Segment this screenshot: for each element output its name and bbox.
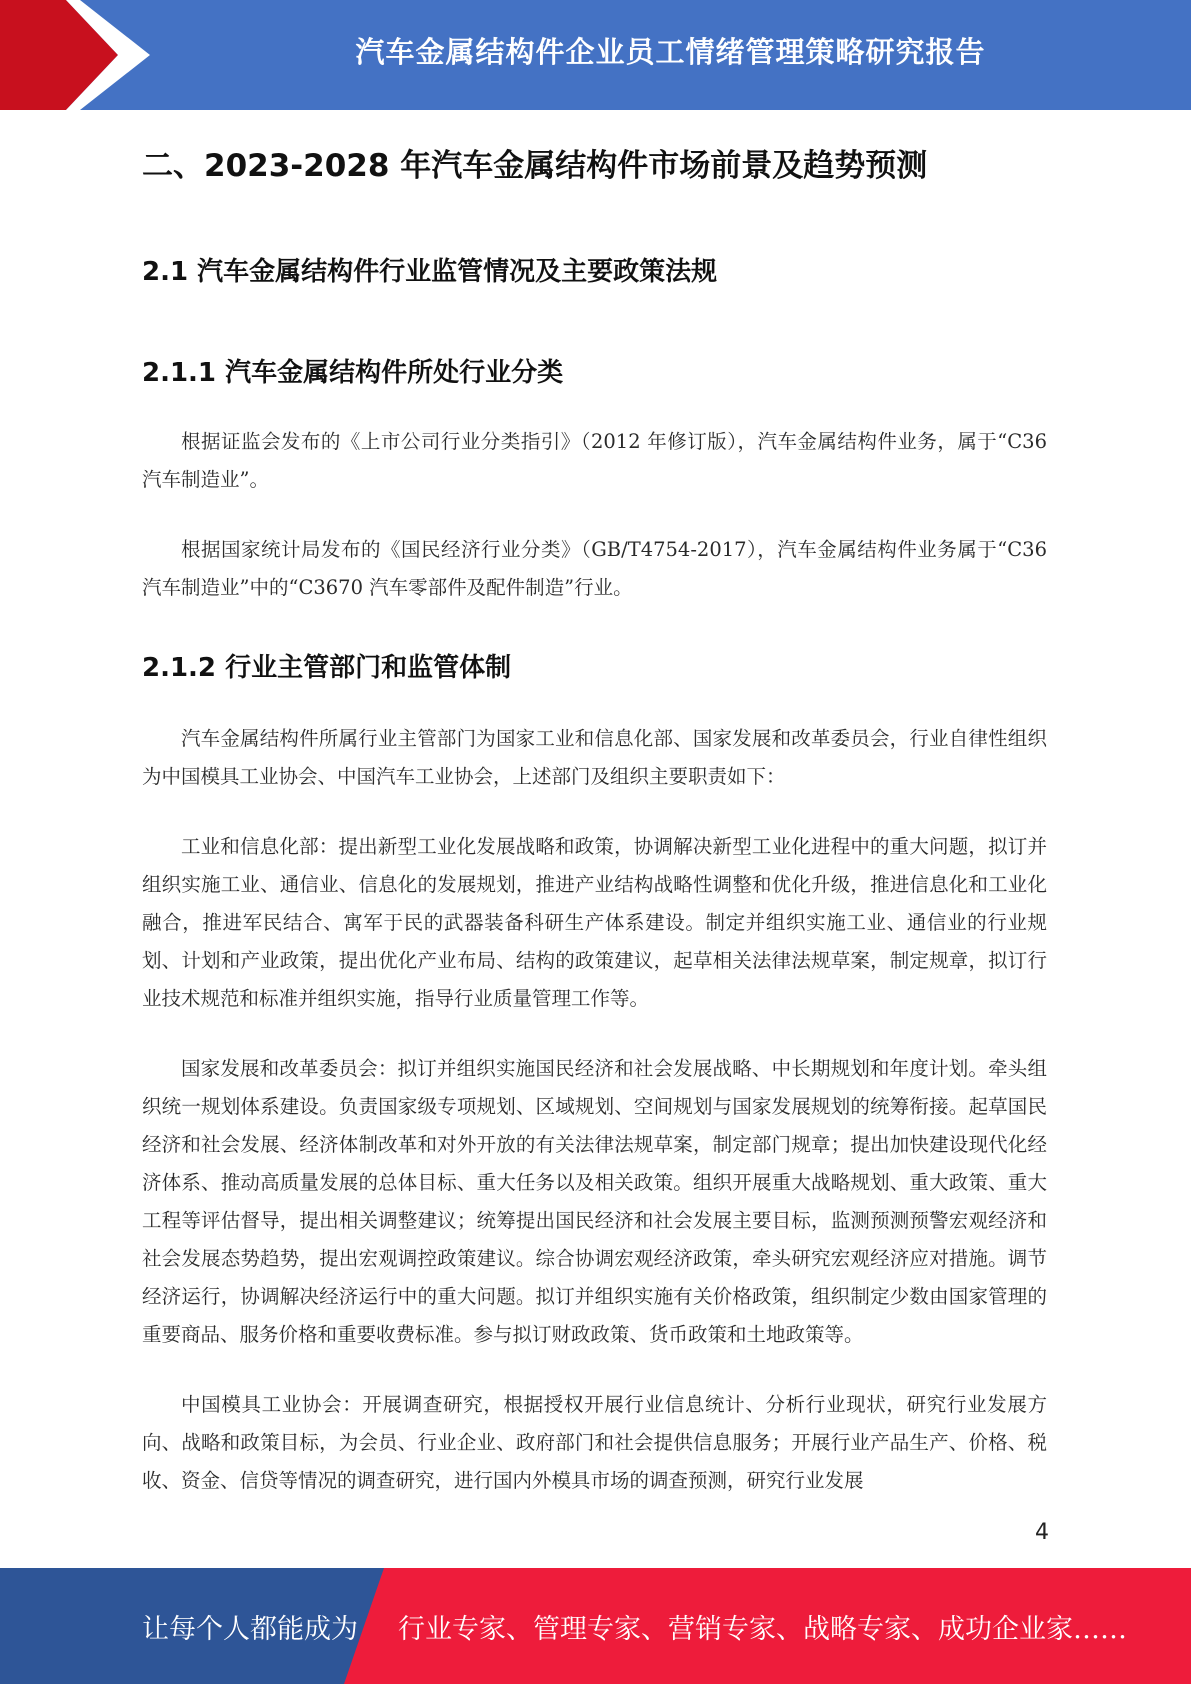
red-chevron-decoration: [0, 0, 160, 110]
footer-roles: 行业专家、管理专家、营销专家、战略专家、成功企业家……: [398, 1613, 1127, 1645]
page-content: [142, 118, 1047, 1500]
paragraph: 根据证监会发布的《上市公司行业分类指引》（2012 年修订版），汽车金属结构件业务，属于“C36 汽车制造业”。: [142, 430, 1047, 491]
report-title: 汽车金属结构件企业员工情绪管理策略研究报告: [355, 34, 986, 69]
footer-banner: [0, 1568, 1191, 1684]
paragraph: 中国模具工业协会：开展调查研究，根据授权开展行业信息统计、分析行业现状，研究行业发展方向、战略和政策目标，为会员、行业企业、政府部门和社会提供信息服务；开展行业产品生产、价格、税收、资金、信贷等情况的调查研究，进行国内外模具市场的调查预测，研究行业发展: [142, 1393, 1047, 1492]
page-number: 4: [1035, 1520, 1049, 1545]
section-heading: 二、2023-2028 年汽车金属结构件市场前景及趋势预测: [142, 148, 928, 184]
header-banner: [0, 0, 1191, 110]
footer-slogan: 让每个人都能成为: [142, 1613, 358, 1645]
sub-heading-2-1-2: 2.1.2 行业主管部门和监管体制: [142, 653, 512, 683]
paragraph: 工业和信息化部：提出新型工业化发展战略和政策，协调解决新型工业化进程中的重大问题，拟订并组织实施工业、通信业、信息化的发展规划，推进产业结构战略性调整和优化升级，推进信息化和工业化融合，推进军民结合、寓军于民的武器装备科研生产体系建设。制定并组织实施工业、通信业的行业规划、计划和产业政策，提出优化产业布局、结构的政策建议，起草相关法律法规草案，制定规章，拟订行业技术规范和标准并组织实施，指导行业质量管理工作等。: [142, 835, 1047, 1010]
sub-heading-2-1-1: 2.1.1 汽车金属结构件所处行业分类: [142, 358, 564, 388]
subsection-heading: 2.1 汽车金属结构件行业监管情况及主要政策法规: [142, 257, 718, 287]
paragraph: 汽车金属结构件所属行业主管部门为国家工业和信息化部、国家发展和改革委员会，行业自律性组织为中国模具工业协会、中国汽车工业协会，上述部门及组织主要职责如下：: [142, 727, 1047, 788]
paragraph: 根据国家统计局发布的《国民经济行业分类》（GB/T4754-2017），汽车金属结构件业务属于“C36 汽车制造业”中的“C3670 汽车零部件及配件制造”行业。: [142, 538, 1047, 599]
paragraph: 国家发展和改革委员会：拟订并组织实施国民经济和社会发展战略、中长期规划和年度计划。牵头组织统一规划体系建设。负责国家级专项规划、区域规划、空间规划与国家发展规划的统筹衔接。起草国民经济和社会发展、经济体制改革和对外开放的有关法律法规草案，制定部门规章；提出加快建设现代化经济体系、推动高质量发展的总体目标、重大任务以及相关政策。组织开展重大战略规划、重大政策、重大工程等评估督导，提出相关调整建议；统筹提出国民经济和社会发展主要目标，监测预测预警宏观经济和社会发展态势趋势，提出宏观调控政策建议。综合协调宏观经济政策，牵头研究宏观经济应对措施。调节经济运行，协调解决经济运行中的重大问题。拟订并组织实施有关价格政策，组织制定少数由国家管理的重要商品、服务价格和重要收费标准。参与拟订财政政策、货币政策和土地政策等。: [142, 1057, 1047, 1346]
